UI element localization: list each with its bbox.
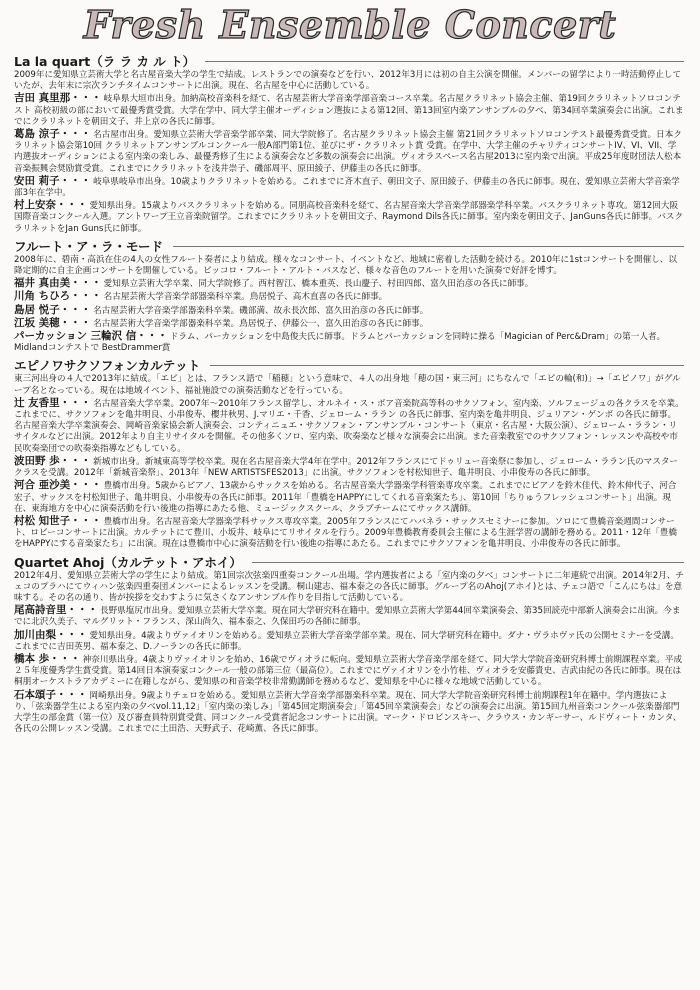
member-bio: 名古屋音楽大学卒業。2007年～2010年フランス留学し、オルネイ・ス・ボア音楽院高等科のサクソフォン、室内楽、ソルフェージュの各クラスを卒業。これまでに、サクソフォンを亀井明良、小串俊寿、櫻井秋男、J.マリエ・千香、ジェローム・ララン の各氏に師事、室内楽を亀井明良、ジュリアン・ゲンボ の各氏に師事。名古屋音楽大学卒業演奏会、岡崎音楽家協会新人演奏会、コンティニュエ・サクソフォン・アンサンブル・コンサート（東京・名古屋・大阪公演）、ジェローム・ララン・リサイタルなどに出演。2012年より自主リサイタルを開催。その他多くソロ、室内楽、吹奏楽など様々な演奏会に出演。また音楽教室でのサクソフォン・レッスンや高校や市民吹奏楽団での吹奏楽指導などもしている。: [14, 398, 684, 454]
member-bio: 豊橋市出身。名古屋音楽大学器楽学科サックス専攻卒業。2005年フランスにてハバネラ・サックスセミナーに参加。ソロにて豊橋音楽週間コンサート、ロビーコンサートに出演。カルテットにて豊川、小坂井、岐阜にてリサイタルを行う。2009年豊橋教育委員会主催による生涯学習の講師を務める。2011・12年「豊橋をHAPPYにする音楽家たち」に出演。現在は豊橋市中心に演奏活動を行い後進の指導にあたる。これまでにサクソフォンを亀井明良、小串俊寿の各氏に師事。: [14, 516, 677, 550]
page-title: Fresh Ensemble Concert: [83, 2, 617, 47]
member-name: 安田 莉子・・・: [14, 174, 92, 187]
section-title: Quartet Ahoj（カルテット・アホイ）: [14, 554, 242, 570]
member-entry: [14, 605, 684, 628]
member-entry: [14, 630, 684, 653]
member-bio: 神奈川県出身。4歳よりヴァイオリンを始め、16歳でヴィオラに転向。愛知県立芸術大学音楽学部を経て、同大学大学院音楽研究科博士前期課程卒業。平成２５年度優秀学生賞受賞。第14回日本演奏家コンクール一般の部第三位（最高位）。これまでにヴァイオリンを小竹桂、ヴィオラを安藤貴史、吉武由紀の各氏に師事。現在は桐朋オーケストラアカデミーに在籍しながら、愛知県の和音楽学校非常勤講師を務めるなど、愛知県を中心に様々な地域で活動している。: [14, 654, 683, 688]
member-entry: [14, 305, 684, 317]
member-entry: [14, 398, 684, 455]
member-entry: [14, 654, 684, 689]
member-bio: 岡崎県出身。9歳よりチェロを始める。愛知県立芸術大学音楽学部器楽科卒業。現在、同大学大学院音楽研究科博士前期課程1年在籍中。学内選抜により、「弦楽器学生による室内楽の夕べvol.11,12」「室内楽の楽しみ」「第45回定期演奏会」「第45回卒業演奏会」などの演奏会に出演。第15回九州音楽コンクール弦楽器部門大学生の部金賞（第一位）及び審査員特別賞受賞、同コンクール受賞者記念コンサートに出演。マーク・ドロビンスキー、クラウス・カンギーサー、ルドヴィート・カンタ、各氏の公開レッスン受講。これまでに土田浩、天野武子、花崎薫、各氏に師事。: [14, 690, 682, 735]
member-name: 川角 ちひろ・・・: [14, 290, 102, 303]
member-bio: 豊橋市出身。5歳からピアノ、13歳からサックスを始める。名古屋音楽大学器楽学科管楽専攻卒業。これまでにピアノを鈴木佳代、鈴木伸代子、河合宏子、サックスを村松知世子、亀井明良、小串俊寿の各氏に師事。2011年「豊橋をHAPPYにしてくれる音楽案たち」、第10回「ちりゅうフレッシュコンサート」出演。現在、東海地方を中心に演奏活動を行い後進の指導にあたる他、ミュージックスクール、クラブチームにてサックス講師。: [14, 481, 677, 514]
member-entry: [14, 278, 684, 290]
member-entry: [14, 291, 684, 303]
member-bio: 名古屋芸術大学音楽学部器楽科卒業。磯部満、故永長次郎、富久田治彦の各氏に師事。: [93, 305, 429, 316]
member-entry: [14, 200, 684, 235]
section-intro: 東三河出身の４人で2013年に結成。「エピ」とは、フランス語で「稲穂」という意味で、４人の出身地「穂の国・東三河」にちなんで「エピの輪(和)」→「エピノワ」がグループ名となっている。現在は地域イベント、福祉施設での演奏活動などを行っている。: [14, 374, 681, 396]
section-intro: 2008年に、碧南・高浜在住の4人の女性フルート奏者により結成。様々なコンサート、イベントなど、地域に密着した活動を続ける。2010年に1stコンサートを開催し、以降定期的に自主企画コンサートを開催している。ピッコロ・フルート・アルト・バスなど、様々な音色のフルートを用いた演奏で好評を博す。: [14, 254, 677, 277]
member-name: 加川由梨・・・: [14, 628, 88, 641]
member-entry: [14, 516, 684, 551]
section-title: エピノワサクソフォンカルテット: [14, 358, 201, 374]
section-rule: [173, 246, 684, 247]
member-entry: [14, 690, 684, 736]
member-name: 村上安奈・・・: [14, 199, 88, 212]
section-flute-a-la-mode: [14, 239, 684, 355]
member-name: 吉田 真里那・・・: [14, 92, 102, 105]
member-bio: 愛知県出身。4歳よりヴァイオリンを始める。愛知県立芸術大学音楽学部卒業。現在、同大学研究科在籍中。ダナ・ヴラホヴァ氏の公開セミナーを受講。これまでに吉田英男、福本泰之、D.ノーランの各氏に師事。: [14, 630, 679, 652]
member-bio: 愛知県立芸術大学卒業、同大学院修了。西村智江、橋本重英、長山慶子、村田四郎、富久田治彦の各氏に師事。: [103, 279, 534, 290]
section-epinoir-sax-quartet: [14, 358, 684, 550]
member-entry: [14, 93, 684, 128]
member-bio: 名古屋芸術大学音楽学部器楽科卒業。鳥居悦子、高木直喜の各氏に師事。: [103, 292, 388, 303]
member-name: 辻 友香里・・・: [14, 396, 92, 409]
member-bio: 岐阜県大垣市出身。加納高校音楽科を経て、名古屋芸術大学音楽学部音楽コース卒業。名古屋クラリネット協会主催、第19回クラリネットソロコンテスト 高校初級の部において最優秀賞受賞。大学在学中、同大学主催オーディション選抜による第12回、第13回室内楽アンサンブルの夕べ、第34回卒業演奏会に出演。これまでにクラリネットを朝田文子、井上京の各氏に師事。: [14, 94, 684, 127]
member-name: 河合 亜沙美・・・: [14, 479, 102, 492]
member-entry: [14, 456, 684, 479]
member-bio: 愛知県出身。15歳よりバスクラリネットを始める。同朋高校音楽科を経て、名古屋音楽大学音楽学部器楽学科卒業。バスクラリネット専攻。第12回大阪国際音楽コンクール入選。アントワープ王立音楽院留学。これまでにクラリネットを朝田文子、Raymond Dils各氏に師事。室内楽を朝田文子、JanGuns各氏に師事。バスクラリネットをJan Guns氏に師事。: [14, 201, 684, 234]
section-rule: [205, 61, 684, 62]
member-name: 村松 知世子・・・: [14, 514, 102, 527]
member-bio: 名古屋市出身。愛知県立芸術大学音楽学部卒業、同大学院修了。名古屋クラリネット協会主催 第21回クラリネットソロコンテスト最優秀賞受賞。日本クラリネット協会第10回 クラリネットアンサンブルコンクール一般A部門第1位、並びにザ・クラリネット賞 受賞。在学中、大学主催のチャリティコンサートIV、VI、VII、学内選抜オーディションによる室内楽の楽しみ、最優秀修了生による演奏会など多数の演奏会に出演。ヴィオラスペース名古屋2013に室内楽で出演。平成25年度財団法人松本音楽振興会奨励賞受賞。これまでにクラリネットを浅井崇子、磯部周平、原田綾子、伊藤圭の各氏に師事。: [14, 130, 682, 174]
member-bio: 岐阜県岐阜市出身。10歳よりクラリネットを始める。これまでに斉木直子、朝田文子、原田綾子、伊藤圭の各氏に師事。現在、愛知県立芸術大学音楽学部3年在学中。: [14, 176, 680, 199]
section-la-la-quart: [14, 54, 684, 235]
section-title: La la quart（ラ ラ カ ル ト）: [14, 54, 196, 69]
section-title: フルート・ア・ラ・モード: [14, 238, 164, 254]
section-quartet-ahoj: [14, 555, 684, 736]
section-rule: [210, 365, 684, 366]
member-entry: [14, 480, 684, 515]
member-name: 島居 悦子・・・: [14, 303, 92, 316]
member-bio: 新城市出身。新城東高等学校卒業。現在名古屋音楽大学4年在学中。2012年フランスにてドゥリュー音楽祭に参加し、ジェローム・ララン氏のマスタークラスを受講。2012年「新城音楽祭」、2013年「NEW ARTISTSFES2013」に出演。サクソフォンを村松知世子、亀井明良、小串俊寿の各氏に師事。: [14, 456, 679, 479]
section-intro: 2012年4月、愛知県立芸術大学の学生により結成。第1回宗次弦楽四重奏コンクール出場。学内選抜者による「室内楽の夕べ」コンサートに二年連続で出演。2014年2月、チェコのプラハにてウィハン弦楽四重奏団メンバーによるレッスンを受講。桐山建志、福本泰之の各氏に師事。グループ名のAhoj(アホイ)とは、チェコ語で「こんにちは」を意味する。その名の通り、皆が挨拶を交わすように気さくなアンサンブル作りを目指して活動している。: [14, 570, 684, 603]
program-content: [14, 50, 684, 735]
member-name: 橋本 歩・・・: [14, 652, 81, 665]
member-name: 波田野 歩・・・: [14, 454, 92, 467]
member-name: 江坂 美穂・・・: [14, 316, 92, 329]
section-intro: 2009年に愛知県立芸術大学と名古屋音楽大学の学生で結成。レストランでの演奏などを行い、2012年3月には初の自主公演を開催。メンバーの留学により一時活動停止していたが、去年末に宗次ランチタイムコンサートに出演。現在、名古屋を中心に活動している。: [14, 70, 682, 92]
member-entry: [14, 318, 684, 330]
member-name: 石本頌子・・・: [14, 688, 88, 701]
member-name: パーカッション 三輪沢 信・・・: [14, 330, 168, 343]
member-bio: ドラム、パーカッションを中島俊夫氏に師事。ドラムとパーカッションを同時に操る「Magician of Perc&Dram」の第一人者。Midlandコンテストで BestDrammer賞: [14, 332, 666, 354]
member-name: 福井 真由美・・・: [14, 277, 102, 290]
member-name: 尾高詩音里・・・: [14, 604, 98, 617]
section-rule: [252, 562, 684, 563]
member-name: 葛島 涼子・・・: [14, 128, 92, 141]
member-entry: [14, 176, 684, 199]
member-entry: [14, 129, 684, 175]
member-bio: 長野県塩尻市出身。愛知県立芸術大学卒業。現在同大学研究科在籍中。愛知県立芸術大学第44回卒業演奏会、第35回読売中部新人演奏会に出演。今までに北沢久美子、マルグリット・フランス、深山尚久、福本泰之、久保田巧の各師に師事。: [14, 606, 681, 628]
member-entry: [14, 331, 684, 354]
member-bio: 名古屋芸術大学音楽学部器楽科卒業。鳥居悦子、伊藤公一、富久田治彦の各氏に師事。: [93, 318, 429, 329]
